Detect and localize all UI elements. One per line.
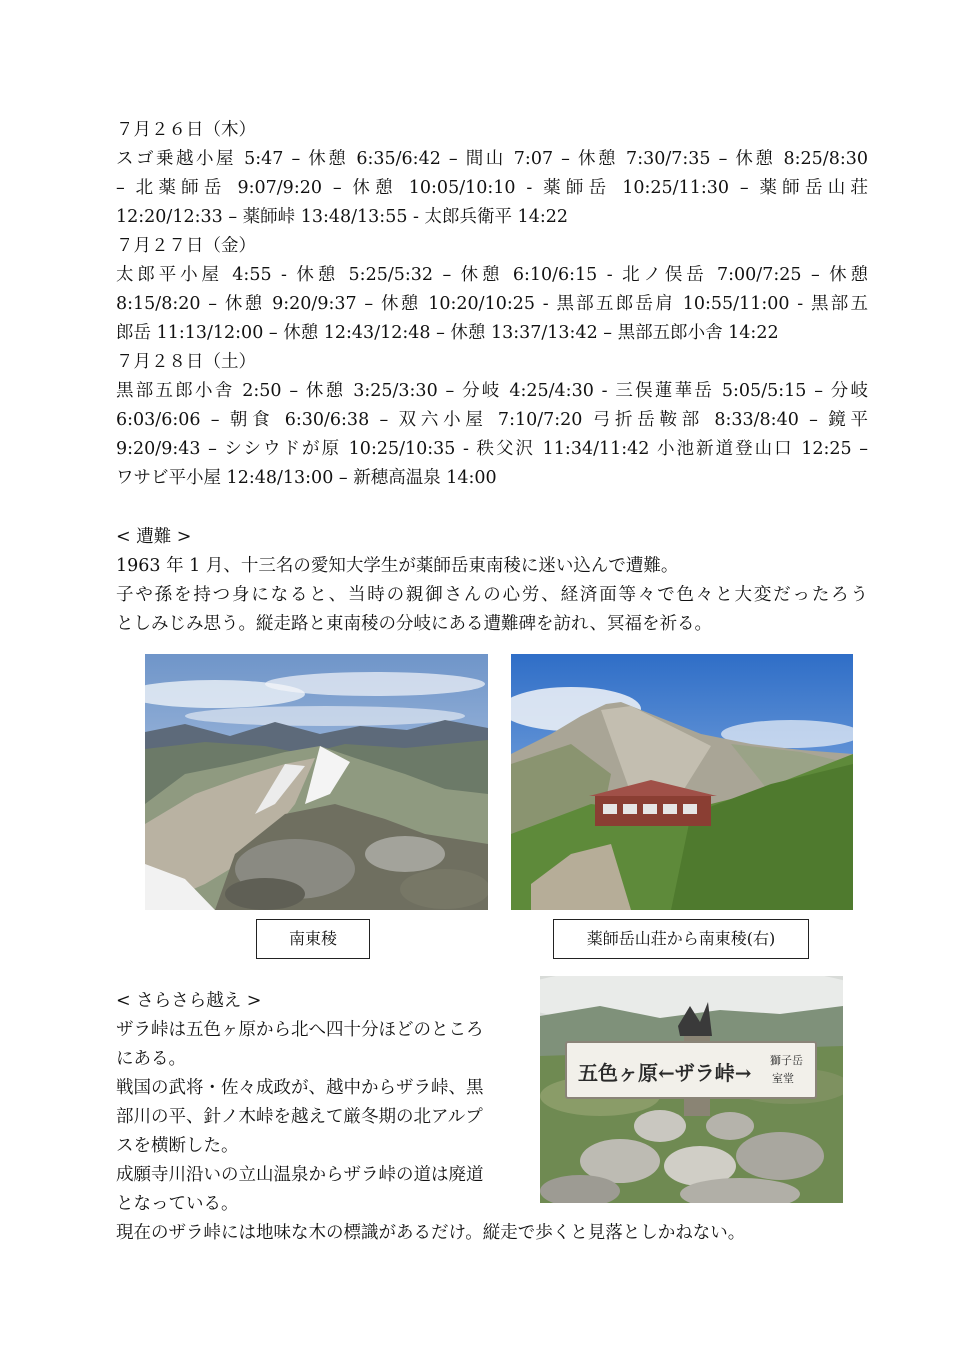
sonan-line-2: 子や孫を持つ身になると、当時の親御さんの心労、経済面等々で色々と大変だったろう <box>116 585 868 605</box>
photo2-caption: 薬師岳山荘から南東稜(右) <box>553 919 809 959</box>
day1-date: ７月２６日（木） <box>116 120 256 140</box>
day2-line-2: 8:15/8:20 – 休憩 9:20/9:37 – 休憩 10:20/10:25 ‐ 黒部五郎岳肩 10:55/11:00 ‐ 黒部五 <box>116 294 868 314</box>
yakushidake-sanso-photo <box>511 654 853 910</box>
southeast-ridge-photo <box>145 654 488 910</box>
sarasara-line-2: にある。 <box>116 1049 186 1069</box>
sarasara-line-6: 成願寺川沿いの立山温泉からザラ峠の道は廃道 <box>116 1165 484 1185</box>
sonan-line-3: としみじみ思う。縦走路と東南稜の分岐にある遭難碑を訪れ、冥福を祈る。 <box>116 614 713 634</box>
sign-text-left: 五色ヶ原←ザラ峠→ <box>578 1061 752 1085</box>
sarasara-line-4: 部川の平、針ノ木峠を越えて厳冬期の北アルプ <box>116 1107 483 1127</box>
sign-text-right-2: 室堂 <box>772 1072 794 1085</box>
sarasara-heading: < さらさら越え > <box>116 991 262 1011</box>
day2-line-3: 郎岳 11:13/12:00 – 休憩 12:43/12:48 – 休憩 13:37/13:42 – 黒部五郎小舎 14:22 <box>116 323 779 343</box>
day2-line-1: 太郎平小屋 4:55 ‐ 休憩 5:25/5:32 – 休憩 6:10/6:15 ‐ 北ノ俣岳 7:00/7:25 – 休憩 <box>116 265 868 285</box>
day3-date: ７月２８日（土） <box>116 352 256 372</box>
sarasara-line-3: 戦国の武将・佐々成政が、越中からザラ峠、黒 <box>116 1078 484 1098</box>
sarasara-last-line: 現在のザラ峠には地味な木の標識があるだけ。縦走で歩くと見落としかねない。 <box>116 1223 746 1243</box>
day1-line-2: – 北薬師岳 9:07/9:20 – 休憩 10:05/10:10 ‐ 薬師岳 10:25/11:30 – 薬師岳山荘 <box>116 178 868 198</box>
day3-line-4: ワサビ平小屋 12:48/13:00 – 新穂高温泉 14:00 <box>116 468 497 488</box>
day3-line-3: 9:20/9:43 – シシウドが原 10:25/10:35 ‐ 秩父沢 11:34/11:42 小池新道登山口 12:25 – <box>116 439 868 459</box>
day2-date: ７月２７日（金） <box>116 236 256 256</box>
day3-line-2: 6:03/6:06 – 朝食 6:30/6:38 – 双六小屋 7:10/7:20 弓折岳鞍部 8:33/8:40 – 鏡平 <box>116 410 868 430</box>
sarasara-line-1: ザラ峠は五色ヶ原から北へ四十分ほどのところ <box>116 1020 484 1040</box>
sarasara-line-7: となっている。 <box>116 1194 239 1214</box>
day1-line-3: 12:20/12:33 – 薬師峠 13:48/13:55 ‐ 太郎兵衛平 14:22 <box>116 207 568 227</box>
sarasara-line-5: スを横断した。 <box>116 1136 239 1156</box>
day1-line-1: スゴ乗越小屋 5:47 – 休憩 6:35/6:42 – 間山 7:07 – 休憩 7:30/7:35 – 休憩 8:25/8:30 <box>116 149 868 169</box>
sign-text-right-1: 獅子岳 <box>770 1054 803 1067</box>
day3-line-1: 黒部五郎小舎 2:50 – 休憩 3:25/3:30 – 分岐 4:25/4:30 ‐ 三俣蓮華岳 5:05/5:15 – 分岐 <box>116 381 868 401</box>
sonan-line-1: 1963 年 1 月、十三名の愛知大学生が薬師岳東南稜に迷い込んで遭難。 <box>116 556 679 576</box>
sonan-heading: < 遭難 > <box>116 527 192 547</box>
zara-toge-sign-photo <box>540 976 843 1203</box>
photo1-caption: 南東稜 <box>256 919 370 959</box>
